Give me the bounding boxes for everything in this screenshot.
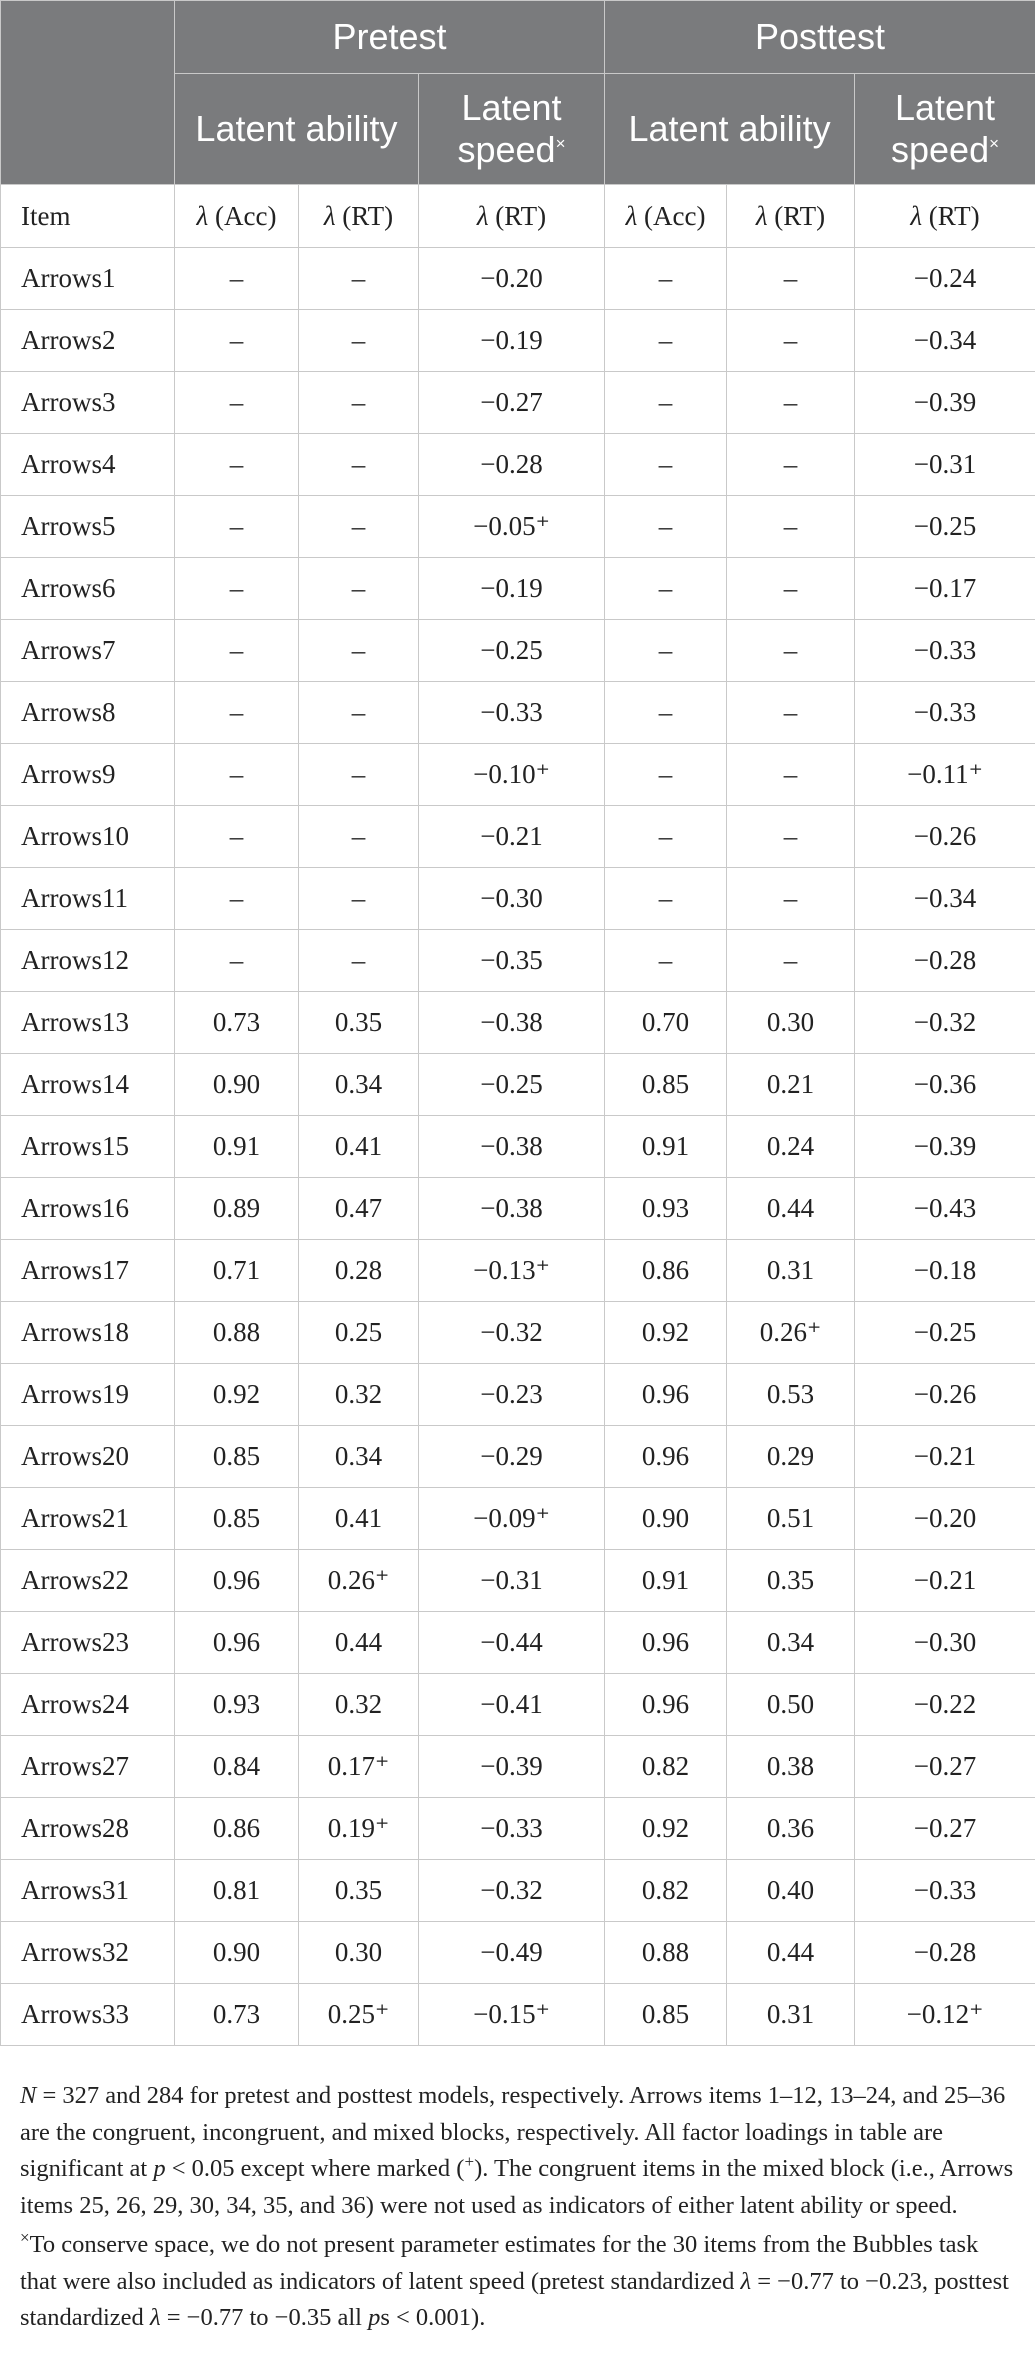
pretest-speed-cell: −0.38 [419,1116,605,1178]
pretest-acc-cell: – [175,868,299,930]
table-row [1,1054,1035,1116]
posttest-acc-cell: 0.96 [605,1674,727,1736]
posttest-speed-cell: −0.22 [855,1674,1035,1736]
pretest-speed-cell: −0.25 [419,1054,605,1116]
pretest-speed-cell: −0.33 [419,1798,605,1860]
posttest-rt-cell: 0.31 [727,1240,855,1302]
table-row [1,992,1035,1054]
ps-suffix: s [380,2304,390,2331]
posttest-acc-cell: 0.91 [605,1550,727,1612]
pretest-acc-cell: 0.91 [175,1116,299,1178]
note-text-close: ). The congruent items in the mixed block (i.e., Arrows items 25, 26, 29, 30, 34, 35, and 36) were not used as indicators of either latent ability or speed. [20,2155,1014,2219]
item-cell: Arrows16 [1,1178,175,1240]
posttest-rt-cell: – [727,806,855,868]
posttest-acc-cell: 0.91 [605,1116,727,1178]
header-pretest-latent-ability [175,74,419,185]
note-text-n: = 327 and 284 for pretest and posttest models, respectively. Arrows items 1–12, 13–24, and 25–36 are the congruent, incongruent, and mixed blocks, respectively. All factor loadings in table are significant at [20,2082,1006,2182]
pretest-speed-cell: −0.23 [419,1364,605,1426]
item-cell: Arrows5 [1,496,175,558]
table-row [1,1302,1035,1364]
posttest-speed-cell: −0.21 [855,1550,1035,1612]
table-row [1,558,1035,620]
posttest-acc-cell: – [605,806,727,868]
item-cell: Arrows21 [1,1488,175,1550]
pretest-acc-cell: – [175,930,299,992]
posttest-speed-cell: −0.21 [855,1426,1035,1488]
table-row [1,620,1035,682]
p-letter: p [368,2304,381,2331]
note-text-p: < 0.05 except where marked ( [165,2155,465,2182]
plus-mark: + [464,2151,475,2171]
header-corner [1,1,175,185]
pretest-rt-cell: – [299,248,419,310]
lambda-symbol: λ [196,200,209,231]
item-cell: Arrows18 [1,1302,175,1364]
col-post-acc [605,185,727,248]
pretest-rt-cell: – [299,372,419,434]
pretest-rt-cell: 0.19⁺ [299,1798,419,1860]
item-cell: Arrows11 [1,868,175,930]
posttest-rt-cell: – [727,868,855,930]
pretest-acc-cell: – [175,434,299,496]
posttest-speed-cell: −0.30 [855,1612,1035,1674]
latent-ability-label: Latent ability [195,108,398,149]
pretest-speed-cell: −0.21 [419,806,605,868]
posttest-acc-cell: 0.93 [605,1178,727,1240]
table-row [1,930,1035,992]
pretest-acc-cell: – [175,806,299,868]
posttest-acc-cell: – [605,496,727,558]
pretest-acc-cell: 0.86 [175,1798,299,1860]
posttest-speed-cell: −0.25 [855,496,1035,558]
posttest-rt-cell: 0.53 [727,1364,855,1426]
posttest-rt-cell: 0.35 [727,1550,855,1612]
table-row [1,1240,1035,1302]
pretest-rt-cell: 0.34 [299,1426,419,1488]
table-row [1,248,1035,310]
table-body [1,248,1035,2046]
pretest-rt-cell: 0.32 [299,1364,419,1426]
table-row [1,1550,1035,1612]
pretest-acc-cell: 0.90 [175,1922,299,1984]
pretest-rt-cell: 0.35 [299,992,419,1054]
footnote-text-a: To conserve space, we do not present parameter estimates for the 30 items from the Bubbles task that were also included as indicators of latent speed (pretest standardized [20,2231,979,2295]
col-rt-label: (RT) [767,200,826,231]
posttest-speed-cell: −0.26 [855,1364,1035,1426]
pretest-speed-cell: −0.25 [419,620,605,682]
pretest-speed-cell: −0.29 [419,1426,605,1488]
table-row [1,868,1035,930]
speed-footnote-mark: × [20,2227,30,2247]
posttest-speed-cell: −0.36 [855,1054,1035,1116]
posttest-speed-cell: −0.11⁺ [855,744,1035,806]
item-cell: Arrows28 [1,1798,175,1860]
pretest-acc-cell: 0.92 [175,1364,299,1426]
pretest-acc-cell: 0.84 [175,1736,299,1798]
pretest-acc-cell: 0.85 [175,1488,299,1550]
posttest-rt-cell: 0.51 [727,1488,855,1550]
posttest-acc-cell: 0.85 [605,1054,727,1116]
pretest-rt-cell: – [299,868,419,930]
speed-footnote-mark: × [989,134,1000,153]
item-cell: Arrows32 [1,1922,175,1984]
item-cell: Arrows31 [1,1860,175,1922]
posttest-rt-cell: 0.36 [727,1798,855,1860]
table-row [1,1860,1035,1922]
item-cell: Arrows9 [1,744,175,806]
header-posttest: Posttest [605,1,1035,74]
pretest-rt-cell: 0.41 [299,1488,419,1550]
posttest-acc-cell: – [605,558,727,620]
posttest-rt-cell: 0.34 [727,1612,855,1674]
item-cell: Arrows8 [1,682,175,744]
posttest-acc-cell: 0.92 [605,1302,727,1364]
pretest-rt-cell: – [299,930,419,992]
column-label-row [1,185,1035,248]
header-posttest-latent-ability [605,74,855,185]
pretest-acc-cell: 0.96 [175,1612,299,1674]
pretest-rt-cell: 0.41 [299,1116,419,1178]
posttest-rt-cell: 0.26⁺ [727,1302,855,1364]
header-group-row [1,1,1035,74]
pretest-acc-cell: – [175,310,299,372]
pretest-acc-cell: – [175,496,299,558]
pretest-acc-cell: – [175,558,299,620]
footnote-text-d: < 0.001). [389,2304,486,2331]
posttest-acc-cell: 0.96 [605,1612,727,1674]
table-row [1,1612,1035,1674]
pretest-rt-cell: – [299,806,419,868]
pretest-rt-cell: – [299,310,419,372]
item-cell: Arrows17 [1,1240,175,1302]
pretest-speed-cell: −0.19 [419,310,605,372]
table-row [1,1178,1035,1240]
col-item: Item [1,185,175,248]
pretest-rt-cell: 0.26⁺ [299,1550,419,1612]
posttest-rt-cell: 0.44 [727,1178,855,1240]
posttest-speed-cell: −0.18 [855,1240,1035,1302]
item-cell: Arrows19 [1,1364,175,1426]
item-cell: Arrows22 [1,1550,175,1612]
col-rt-label: (RT) [488,200,547,231]
table-row [1,1116,1035,1178]
posttest-speed-cell: −0.31 [855,434,1035,496]
posttest-rt-cell: – [727,930,855,992]
table-row [1,1488,1035,1550]
pretest-speed-cell: −0.15⁺ [419,1984,605,2046]
posttest-acc-cell: – [605,930,727,992]
posttest-rt-cell: 0.31 [727,1984,855,2046]
col-acc-label: (Acc) [637,200,706,231]
pretest-speed-cell: −0.31 [419,1550,605,1612]
pretest-speed-cell: −0.13⁺ [419,1240,605,1302]
pretest-rt-cell: – [299,620,419,682]
posttest-speed-cell: −0.33 [855,1860,1035,1922]
posttest-acc-cell: – [605,620,727,682]
footnote-paragraph [20,2227,1020,2337]
footnote-text-b: = −0.77 to −0.23, posttest standardized [20,2267,1009,2331]
posttest-rt-cell: 0.21 [727,1054,855,1116]
posttest-speed-cell: −0.33 [855,620,1035,682]
pretest-rt-cell: 0.32 [299,1674,419,1736]
item-cell: Arrows23 [1,1612,175,1674]
posttest-speed-cell: −0.33 [855,682,1035,744]
pretest-speed-cell: −0.39 [419,1736,605,1798]
table-row [1,434,1035,496]
pretest-speed-cell: −0.38 [419,1178,605,1240]
item-cell: Arrows33 [1,1984,175,2046]
item-cell: Arrows20 [1,1426,175,1488]
posttest-speed-cell: −0.24 [855,248,1035,310]
item-cell: Arrows12 [1,930,175,992]
table-row [1,310,1035,372]
posttest-rt-cell: – [727,558,855,620]
posttest-rt-cell: 0.38 [727,1736,855,1798]
col-acc-label: (Acc) [208,200,277,231]
pretest-rt-cell: – [299,496,419,558]
pretest-acc-cell: 0.73 [175,992,299,1054]
item-cell: Arrows1 [1,248,175,310]
pretest-speed-cell: −0.27 [419,372,605,434]
table-row [1,682,1035,744]
pretest-rt-cell: 0.34 [299,1054,419,1116]
header-pretest-latent-speed [419,74,605,185]
posttest-speed-cell: −0.28 [855,930,1035,992]
pretest-speed-cell: −0.19 [419,558,605,620]
posttest-acc-cell: – [605,372,727,434]
table-row [1,1674,1035,1736]
lambda-symbol: λ [755,200,768,231]
pretest-speed-cell: −0.30 [419,868,605,930]
lambda-symbol: λ [476,200,489,231]
pretest-speed-cell: −0.05⁺ [419,496,605,558]
lambda-symbol: λ [149,2304,161,2331]
pretest-rt-cell: 0.25 [299,1302,419,1364]
item-cell: Arrows10 [1,806,175,868]
posttest-rt-cell: – [727,496,855,558]
posttest-acc-cell: – [605,434,727,496]
pretest-rt-cell: – [299,744,419,806]
item-cell: Arrows15 [1,1116,175,1178]
lambda-symbol: λ [910,200,923,231]
posttest-speed-cell: −0.28 [855,1922,1035,1984]
lambda-symbol: λ [625,200,638,231]
pretest-acc-cell: 0.73 [175,1984,299,2046]
table-row [1,1984,1035,2046]
footnote-text-c: = −0.77 to −0.35 all [160,2304,369,2331]
item-cell: Arrows27 [1,1736,175,1798]
posttest-speed-cell: −0.26 [855,806,1035,868]
pretest-rt-cell: 0.35 [299,1860,419,1922]
item-cell: Arrows13 [1,992,175,1054]
pretest-speed-cell: −0.44 [419,1612,605,1674]
posttest-rt-cell: – [727,310,855,372]
header-posttest-latent-speed [855,74,1035,185]
posttest-speed-cell: −0.20 [855,1488,1035,1550]
pretest-acc-cell: – [175,682,299,744]
note-paragraph [20,2078,1020,2224]
pretest-speed-cell: −0.49 [419,1922,605,1984]
pretest-rt-cell: – [299,558,419,620]
posttest-speed-cell: −0.34 [855,310,1035,372]
posttest-acc-cell: 0.82 [605,1736,727,1798]
table-row [1,372,1035,434]
posttest-rt-cell: 0.44 [727,1922,855,1984]
pretest-rt-cell: 0.28 [299,1240,419,1302]
col-rt-label: (RT) [335,200,394,231]
posttest-acc-cell: 0.92 [605,1798,727,1860]
table-row [1,496,1035,558]
posttest-acc-cell: 0.90 [605,1488,727,1550]
posttest-acc-cell: – [605,744,727,806]
posttest-acc-cell: – [605,248,727,310]
pretest-speed-cell: −0.33 [419,682,605,744]
col-pre-rt [299,185,419,248]
pretest-speed-cell: −0.09⁺ [419,1488,605,1550]
posttest-acc-cell: 0.82 [605,1860,727,1922]
col-rt-label: (RT) [922,200,980,231]
pretest-acc-cell: 0.89 [175,1178,299,1240]
posttest-speed-cell: −0.12⁺ [855,1984,1035,2046]
pretest-rt-cell: – [299,682,419,744]
posttest-rt-cell: 0.30 [727,992,855,1054]
table-row [1,1364,1035,1426]
pretest-rt-cell: 0.47 [299,1178,419,1240]
posttest-speed-cell: −0.39 [855,372,1035,434]
pretest-acc-cell: – [175,744,299,806]
pretest-speed-cell: −0.32 [419,1860,605,1922]
posttest-acc-cell: 0.88 [605,1922,727,1984]
posttest-speed-cell: −0.27 [855,1798,1035,1860]
posttest-acc-cell: 0.96 [605,1426,727,1488]
pretest-acc-cell: – [175,248,299,310]
pretest-speed-cell: −0.35 [419,930,605,992]
item-cell: Arrows3 [1,372,175,434]
pretest-speed-cell: −0.10⁺ [419,744,605,806]
pretest-acc-cell: 0.90 [175,1054,299,1116]
table-row [1,1426,1035,1488]
item-cell: Arrows14 [1,1054,175,1116]
pretest-acc-cell: 0.81 [175,1860,299,1922]
posttest-rt-cell: – [727,372,855,434]
posttest-acc-cell: 0.96 [605,1364,727,1426]
lambda-symbol: λ [323,200,336,231]
posttest-acc-cell: 0.85 [605,1984,727,2046]
posttest-speed-cell: −0.27 [855,1736,1035,1798]
latent-ability-label: Latent ability [628,108,831,149]
posttest-acc-cell: – [605,868,727,930]
pretest-rt-cell: 0.25⁺ [299,1984,419,2046]
col-post-speed-rt [855,185,1035,248]
pretest-rt-cell: 0.30 [299,1922,419,1984]
posttest-rt-cell: – [727,744,855,806]
table-row [1,1736,1035,1798]
posttest-speed-cell: −0.34 [855,868,1035,930]
pretest-acc-cell: 0.93 [175,1674,299,1736]
posttest-speed-cell: −0.17 [855,558,1035,620]
latent-speed-label: Latent speed [891,87,996,170]
posttest-acc-cell: 0.86 [605,1240,727,1302]
posttest-acc-cell: – [605,682,727,744]
table-notes [20,2078,1020,2337]
pretest-acc-cell: 0.96 [175,1550,299,1612]
item-cell: Arrows6 [1,558,175,620]
posttest-speed-cell: −0.32 [855,992,1035,1054]
pretest-acc-cell: 0.71 [175,1240,299,1302]
col-pre-acc [175,185,299,248]
header-pretest: Pretest [175,1,605,74]
pretest-rt-cell: – [299,434,419,496]
item-cell: Arrows24 [1,1674,175,1736]
latent-speed-label: Latent speed [457,87,562,170]
pretest-rt-cell: 0.17⁺ [299,1736,419,1798]
table-row [1,1798,1035,1860]
posttest-acc-cell: – [605,310,727,372]
n-letter: N [20,2082,37,2109]
item-cell: Arrows4 [1,434,175,496]
posttest-rt-cell: 0.50 [727,1674,855,1736]
pretest-speed-cell: −0.20 [419,248,605,310]
table-row [1,1922,1035,1984]
speed-footnote-mark: × [555,134,566,153]
pretest-speed-cell: −0.38 [419,992,605,1054]
pretest-acc-cell: 0.85 [175,1426,299,1488]
posttest-rt-cell: – [727,620,855,682]
pretest-speed-cell: −0.41 [419,1674,605,1736]
pretest-speed-cell: −0.28 [419,434,605,496]
posttest-rt-cell: 0.40 [727,1860,855,1922]
posttest-speed-cell: −0.39 [855,1116,1035,1178]
item-cell: Arrows7 [1,620,175,682]
posttest-speed-cell: −0.25 [855,1302,1035,1364]
p-letter: p [153,2155,166,2182]
posttest-rt-cell: – [727,434,855,496]
table-row [1,806,1035,868]
col-pre-speed-rt [419,185,605,248]
posttest-speed-cell: −0.43 [855,1178,1035,1240]
posttest-rt-cell: 0.24 [727,1116,855,1178]
pretest-acc-cell: – [175,620,299,682]
col-post-rt [727,185,855,248]
item-cell: Arrows2 [1,310,175,372]
lambda-symbol: λ [740,2267,752,2295]
posttest-rt-cell: 0.29 [727,1426,855,1488]
pretest-acc-cell: 0.88 [175,1302,299,1364]
pretest-acc-cell: – [175,372,299,434]
pretest-speed-cell: −0.32 [419,1302,605,1364]
posttest-acc-cell: 0.70 [605,992,727,1054]
posttest-rt-cell: – [727,248,855,310]
posttest-rt-cell: – [727,682,855,744]
pretest-rt-cell: 0.44 [299,1612,419,1674]
table-row [1,744,1035,806]
